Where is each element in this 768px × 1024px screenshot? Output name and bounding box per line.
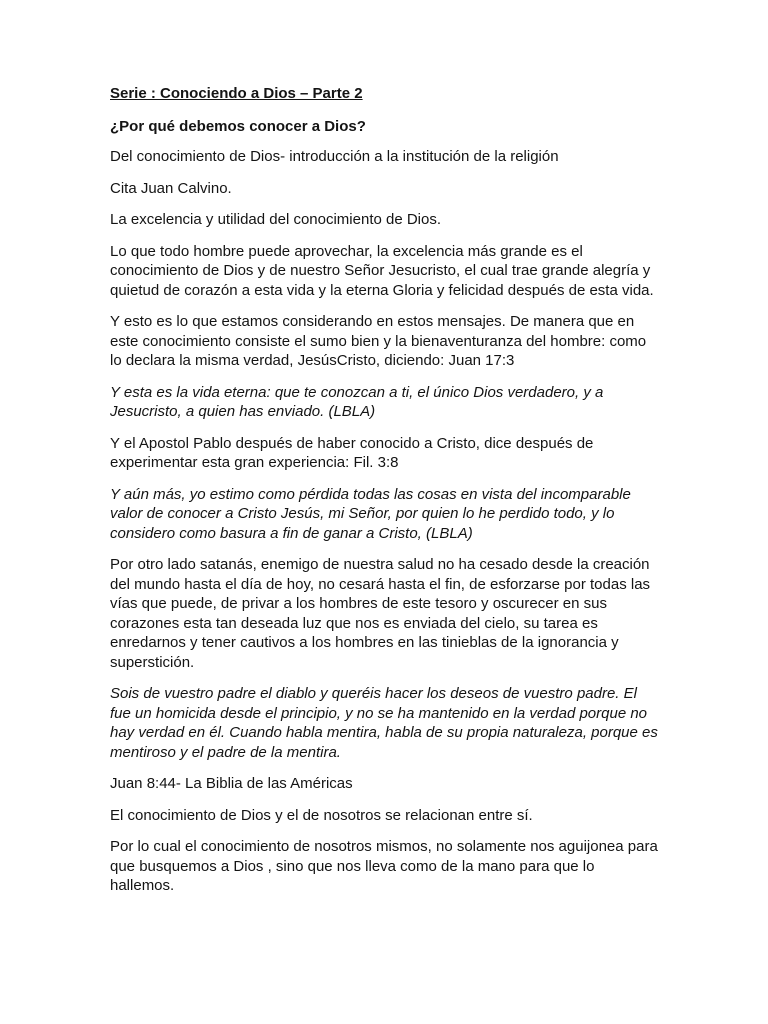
document-page	[110, 84, 660, 908]
paragraph-body: Por lo cual el conocimiento de nosotros mismos, no solamente nos aguijonea para que busquemos a Dios , sino que nos lleva como de la mano para que lo hallemos.	[110, 838, 658, 894]
section-question-heading: ¿Por qué debemos conocer a Dios?	[110, 117, 366, 135]
paragraph-body: Lo que todo hombre puede aprovechar, la excelencia más grande es el conocimiento de Dios y de nuestro Señor Jesucristo, el cual trae grande alegría y quietud de corazón a esta vida y la eterna Gloria y felicidad después de esta vida.	[110, 242, 654, 299]
bible-quote-juan-8-44: Sois de vuestro padre el diablo y queréis hacer los deseos de vuestro padre. El fue un homicida desde el principio, y no se ha mantenido en la verdad porque no hay verdad en él. Cuando habla mentira, habla de su propia naturaleza, porque es mentiroso y el padre de la mentira.	[110, 685, 658, 761]
document-title: Serie : Conociendo a Dios – Parte 2	[110, 85, 363, 102]
bible-quote-fil-3-8: Y aún más, yo estimo como pérdida todas las cosas en vista del incomparable valor de conocer a Cristo Jesús, mi Señor, por quien lo he perdido todo, y lo considero como basura a fin de ganar a Cristo, (LBLA)	[110, 485, 631, 542]
paragraph-subheading: La excelencia y utilidad del conocimiento de Dios.	[110, 211, 442, 228]
paragraph-body: El conocimiento de Dios y el de nosotros se relacionan entre sí.	[110, 806, 533, 824]
bible-quote-juan-17-3: Y esta es la vida eterna: que te conozcan a ti, el único Dios verdadero, y a Jesucristo, a quien has enviado. (LBLA)	[110, 383, 604, 420]
paragraph-body: Y el Apostol Pablo después de haber conocido a Cristo, dice después de experimentar esta gran experiencia: Fil. 3:8	[110, 434, 594, 471]
paragraph-body: Por otro lado satanás, enemigo de nuestra salud no ha cesado desde la creación del mundo hasta el día de hoy, no cesará hasta el fin, de esforzarse por todas las vías que puede, de privar a los hombres de este tesoro y oscurecer en sus corazones esta tan deseada luz que nos es enviada del cielo, su tarea es enredarnos y tener cautivos a los hombres en las tinieblas de la ignorancia y superstición.	[110, 556, 651, 671]
paragraph-intro: Del conocimiento de Dios- introducción a la institución de la religión	[110, 148, 559, 165]
bible-reference: Juan 8:44- La Biblia de las Américas	[110, 775, 353, 792]
paragraph-body: Y esto es lo que estamos considerando en estos mensajes. De manera que en este conocimiento consiste el sumo bien y la bienaventuranza del hombre: como lo declara la misma verdad, JesúsCristo, diciendo: Juan 17:3	[110, 313, 647, 369]
paragraph-citation: Cita Juan Calvino.	[110, 179, 232, 197]
